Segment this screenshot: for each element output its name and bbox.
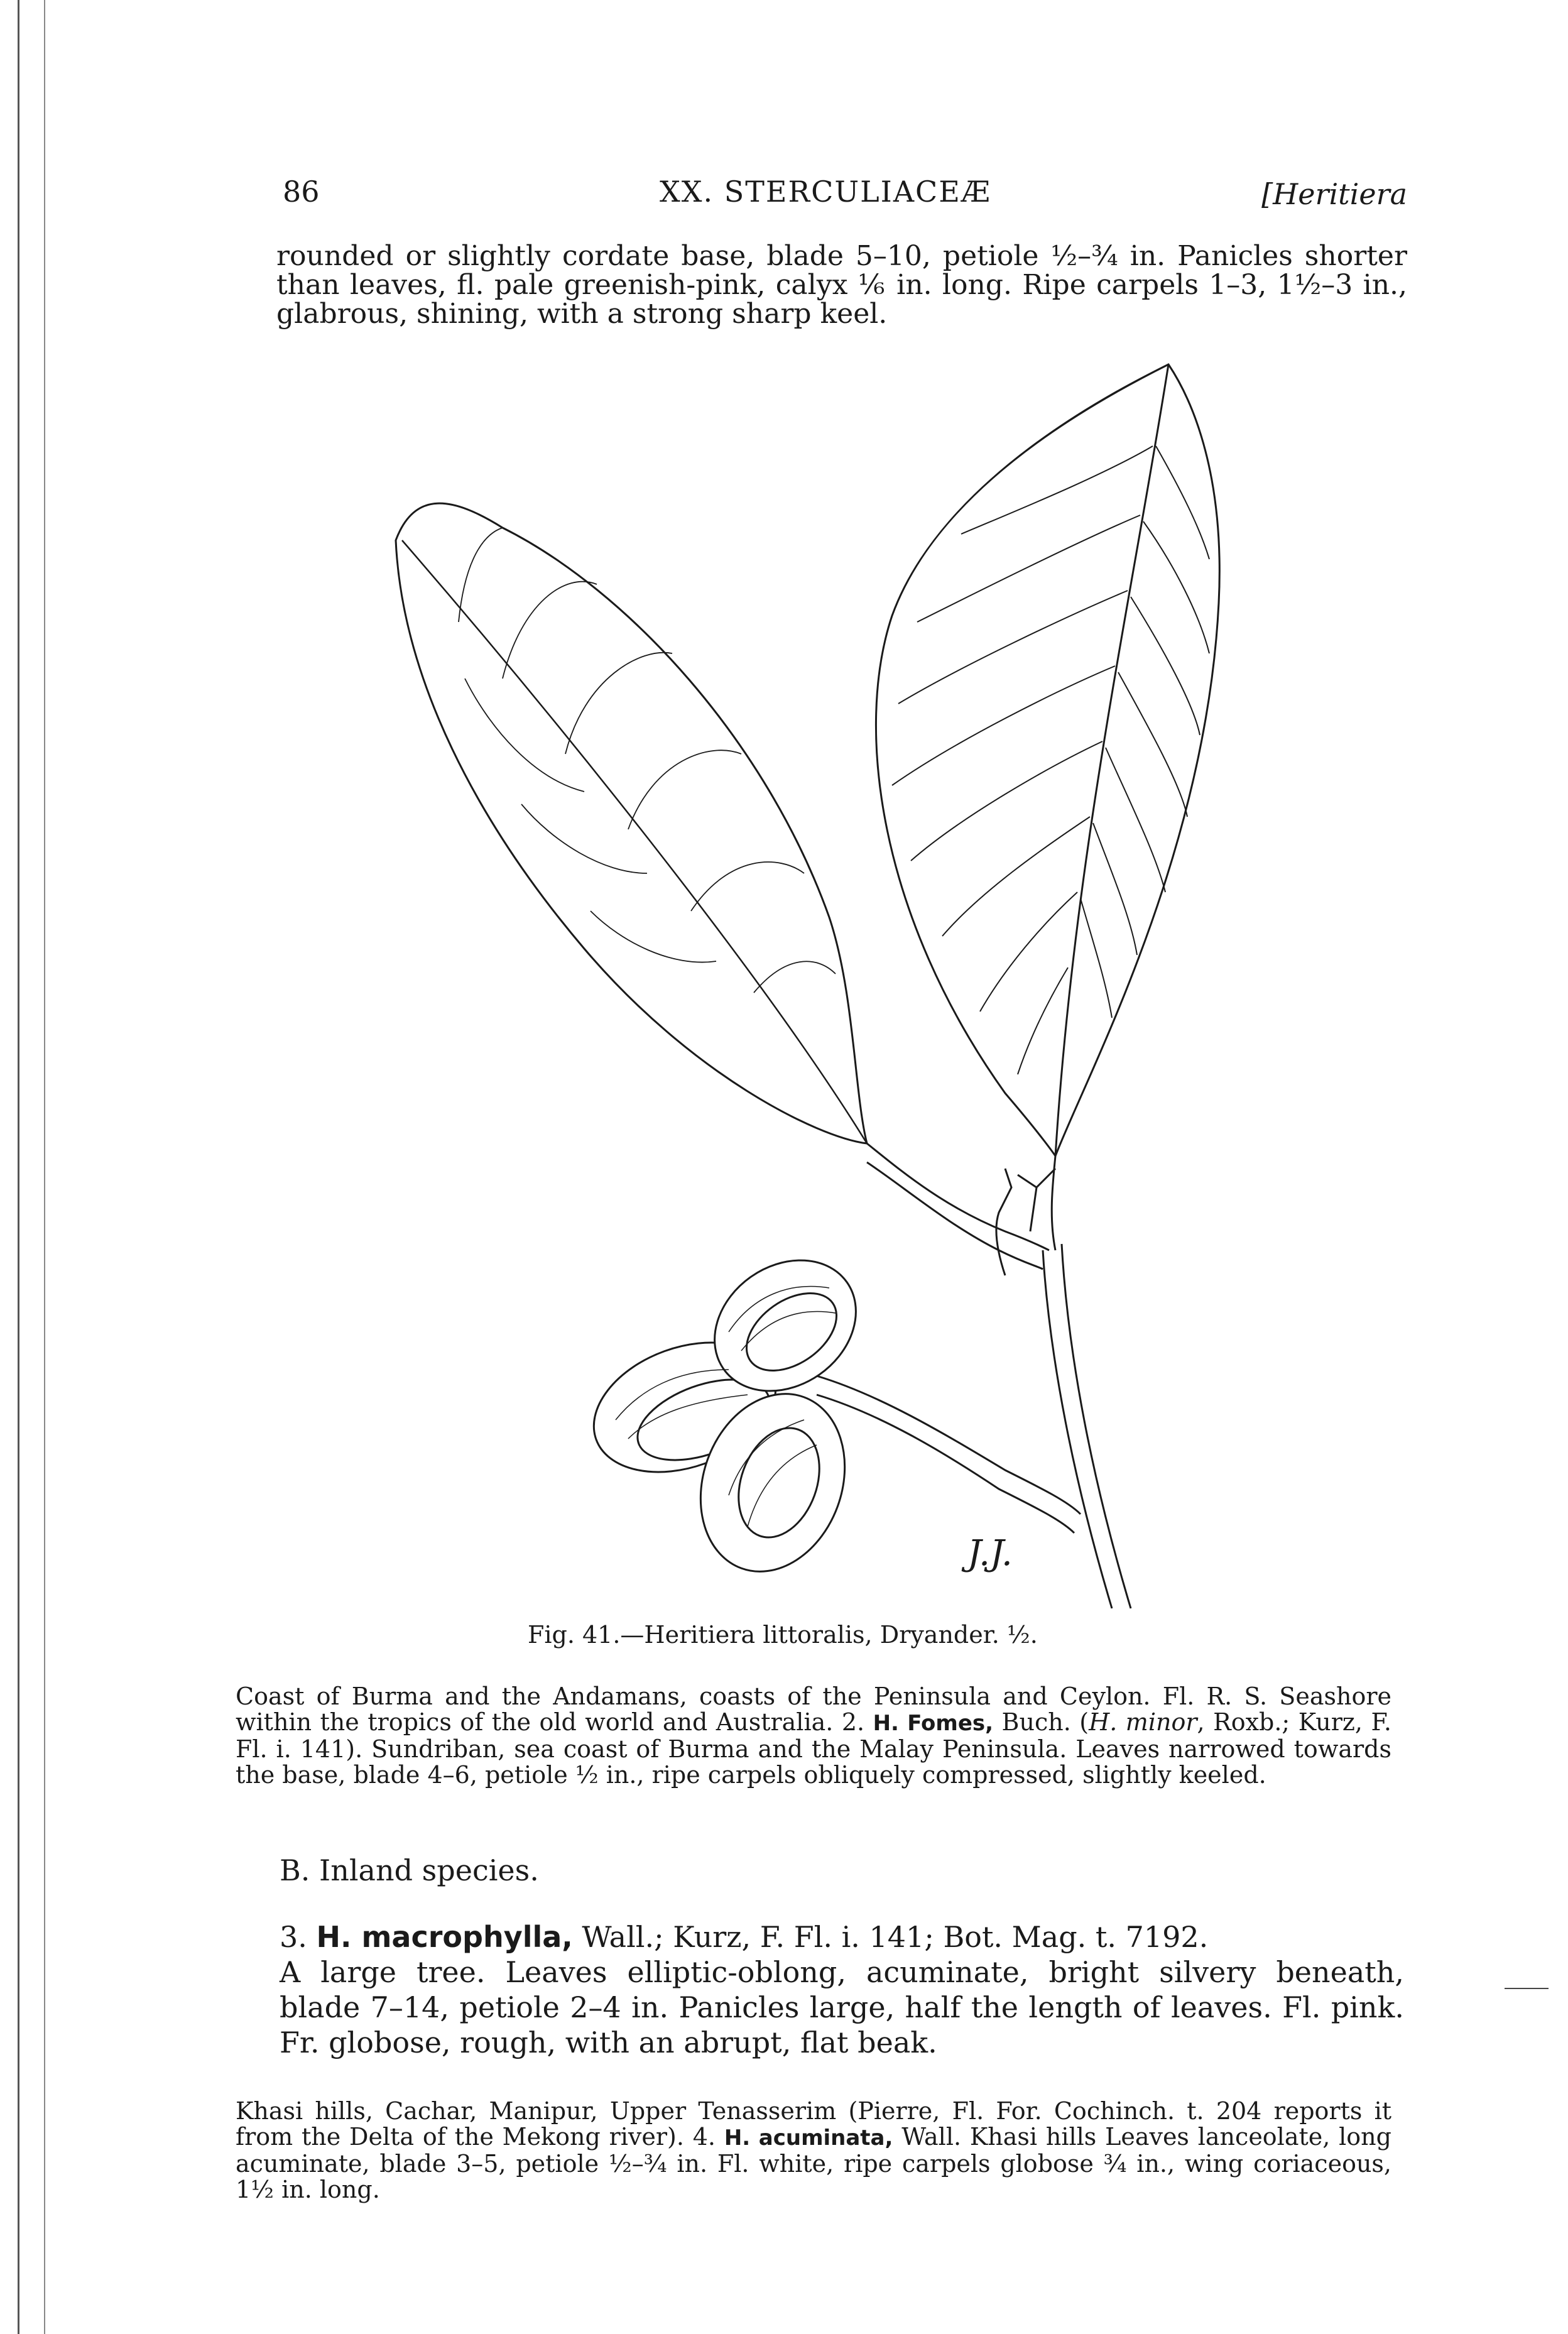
species-description: A large tree. Leaves elliptic-oblong, acuminate, bright silvery beneath, blade 7–14, petiole 2–4 in. Panicles large, half the length of leaves. Fl. pink. Fr. globose, rough, with an abrupt, flat beak. [280,1955,1404,2059]
artist-signature: J.J. [967,1533,1013,1574]
leaf-left [396,503,867,1143]
running-genus: [Heritiera [1261,177,1407,211]
species-authority: Wall.; Kurz, F. Fl. i. 141; Bot. Mag. t. 7192. [582,1920,1209,1954]
description-paragraph: rounded or slightly cordate base, blade 5–10, petiole ½–¾ in. Panicles shorter than leaves, fl. pale greenish-pink, calyx ⅙ in. long. Ripe carpels 1–3, 1½–3 in., glabrous, shining, with a strong sharp keel. [276,240,1407,330]
species-name-fomes: H. Fomes, [873,1711,994,1736]
margin-mark [1505,1988,1549,1989]
distribution-text-2: Khasi hills, Cachar, Manipur, Upper Tenasserim (Pierre, Fl. For. Cochinch. t. 204 reports it from the Delta of the Mekong river). 4. [236,2097,1391,2151]
fruits [576,1233,881,1592]
page-header [283,175,1407,225]
species-entry [280,1919,1404,2060]
running-title: XX. STERCULIACEÆ [660,175,991,209]
distribution-text-cont: , Roxb.; Kurz, F. Fl. i. 141). Sundriban, sea coast of Burma and the Malay Peninsula. Leaves narrowed towards the base, blade 4–6, petiole ½ in., ripe carpels obliquely compressed, slightly keeled. [236,1708,1391,1789]
species-name: H. macrophylla, [316,1920,573,1954]
page-gutter-line [44,0,45,2334]
distribution-paragraph-2 [236,2098,1391,2203]
authority-text: Buch. ( [1001,1708,1089,1736]
synonym-name: H. minor [1089,1708,1197,1736]
distribution-text: Coast of Burma and the Andamans, coasts of the Peninsula and Ceylon. Fl. R. S. Seashore within the tropics of the old world and Australia. 2. [236,1682,1391,1736]
distribution-text-2-cont: Wall. Khasi hills Leaves lanceolate, long acuminate, blade 3–5, petiole ½–¾ in. Fl. white, ripe carpels globose ¾ in., wing coriaceous, 1½ in. long. [236,2123,1391,2203]
page-number: 86 [283,175,320,209]
species-number: 3. [280,1920,307,1954]
botanical-figure [377,352,1244,1615]
page-edge-line [18,0,19,2334]
leaf-right [876,364,1219,1156]
distribution-paragraph [236,1684,1391,1788]
figure-caption: Fig. 41.—Heritiera littoralis, Dryander. ½. [528,1621,1038,1649]
species-name-acuminata: H. acuminata, [724,2125,893,2151]
heritiera-illustration [377,352,1244,1615]
section-heading: B. Inland species. [280,1853,539,1887]
